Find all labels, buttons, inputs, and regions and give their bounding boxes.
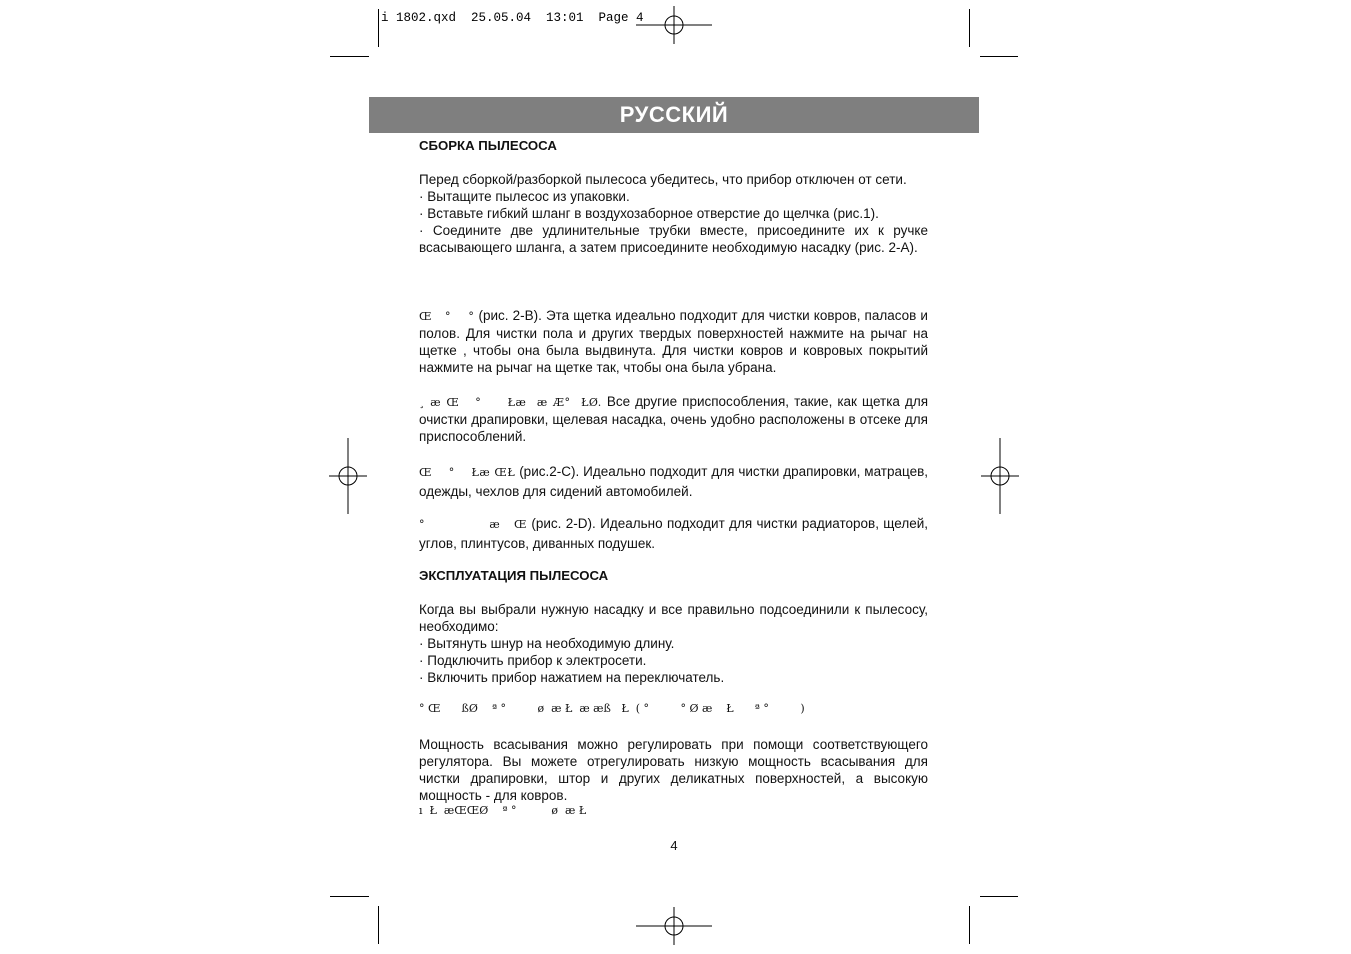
upholstery-text: (рис.2-С). Идеально подходит для чистки драпировки, матрацев, одежды, чехлов для сидений автомобилей. xyxy=(419,464,929,499)
operation-step: · Включить прибор нажатием на переключатель. xyxy=(419,670,725,685)
crop-mark xyxy=(330,896,369,897)
assembly-step: · Вытащите пылесос из упаковки. xyxy=(419,189,630,204)
crop-mark xyxy=(378,906,379,944)
operation-block xyxy=(419,601,928,686)
operation-garbled-line xyxy=(419,700,928,717)
power-text: Мощность всасывания можно регулировать при помощи соответствующего регулятора. Вы можете отрегулировать низкую мощность всасывания для чистки драпировки, штор и других деликатных поверхностей, а высокую мощность - для ковров. xyxy=(419,737,928,803)
print-slug: i 1802.qxd 25.05.04 13:01 Page 4 xyxy=(381,11,644,25)
crevice-garbled-label: ° æ Œ xyxy=(419,518,528,531)
operation-step: · Подключить прибор к электросети. xyxy=(419,653,647,668)
registration-mark-icon xyxy=(981,438,1019,514)
registration-mark-icon xyxy=(636,907,712,945)
assembly-intro: Перед сборкой/разборкой пылесоса убедитесь, что прибор отключен от сети. xyxy=(419,172,907,187)
accessories-paragraph xyxy=(419,393,928,445)
language-title: РУССКИЙ xyxy=(619,102,729,127)
accessories-garbled-label: ¸ æ Œ ° Łæ æ Æ° ŁØ. xyxy=(419,396,602,409)
crop-mark xyxy=(980,896,1018,897)
crop-mark xyxy=(330,56,369,57)
language-header-band xyxy=(369,97,979,133)
assembly-step: · Соедините две удлинительные трубки вместе, присоедините их к ручке всасывающего шланга, а затем присоедините необходимую насадку (рис. 2-А). xyxy=(419,223,928,255)
garbled-text: ı Ł æŒŒØ ª ° ø æ Ł xyxy=(419,804,587,817)
registration-mark-icon xyxy=(329,438,367,514)
assembly-heading-block xyxy=(419,137,928,154)
assembly-heading: СБОРКА ПЫЛЕСОСА xyxy=(419,138,557,153)
garbled-text: ° Œ ßØ ª ° ø æ Ł æ æß Ł ( ° ° Ø æ Ł ª ° ) xyxy=(419,702,805,715)
assembly-step: · Вставьте гибкий шланг в воздухозаборное отверстие до щелчка (рис.1). xyxy=(419,206,879,221)
power-paragraph xyxy=(419,736,928,804)
assembly-block xyxy=(419,171,928,256)
operation-heading-block xyxy=(419,567,928,584)
registration-mark-icon xyxy=(636,6,712,44)
operation-intro: Когда вы выбрали нужную насадку и все правильно подсоединили к пылесосу, необходимо: xyxy=(419,602,928,634)
operation-heading: ЭКСПЛУАТАЦИЯ ПЫЛЕСОСА xyxy=(419,568,609,583)
crop-mark xyxy=(980,56,1018,57)
crop-mark xyxy=(378,9,379,47)
operation-garbled-line-2 xyxy=(419,802,928,819)
crevice-text: (рис. 2-D). Идеально подходит для чистки радиаторов, щелей, углов, плинтусов, диванных подушек. xyxy=(419,516,928,551)
page-number: 4 xyxy=(670,838,678,853)
brush-text: (рис. 2-В). Эта щетка идеально подходит для чистки ковров, паласов и полов. Для чистки пола и других твердых поверхностей нажмите на рычаг на щетке , чтобы она была выдвинута. Для чистки ковров и ковровых покрытий нажмите на рычаг на щетке так, чтобы она была убрана. xyxy=(419,308,928,375)
upholstery-paragraph xyxy=(419,462,928,501)
accessories-text: Все другие приспособления, такие, как щетка для очистки драпировки, щелевая насадка, очень удобно расположены в отсеке для приспособлений. xyxy=(419,394,929,444)
crop-mark xyxy=(969,906,970,944)
brush-garbled-label: Œ ° ° xyxy=(419,310,475,323)
crevice-paragraph xyxy=(419,514,928,553)
upholstery-garbled-label: Œ ° Łæ ŒŁ xyxy=(419,466,516,479)
brush-paragraph xyxy=(419,307,928,376)
operation-step: · Вытянуть шнур на необходимую длину. xyxy=(419,636,675,651)
crop-mark xyxy=(969,9,970,47)
